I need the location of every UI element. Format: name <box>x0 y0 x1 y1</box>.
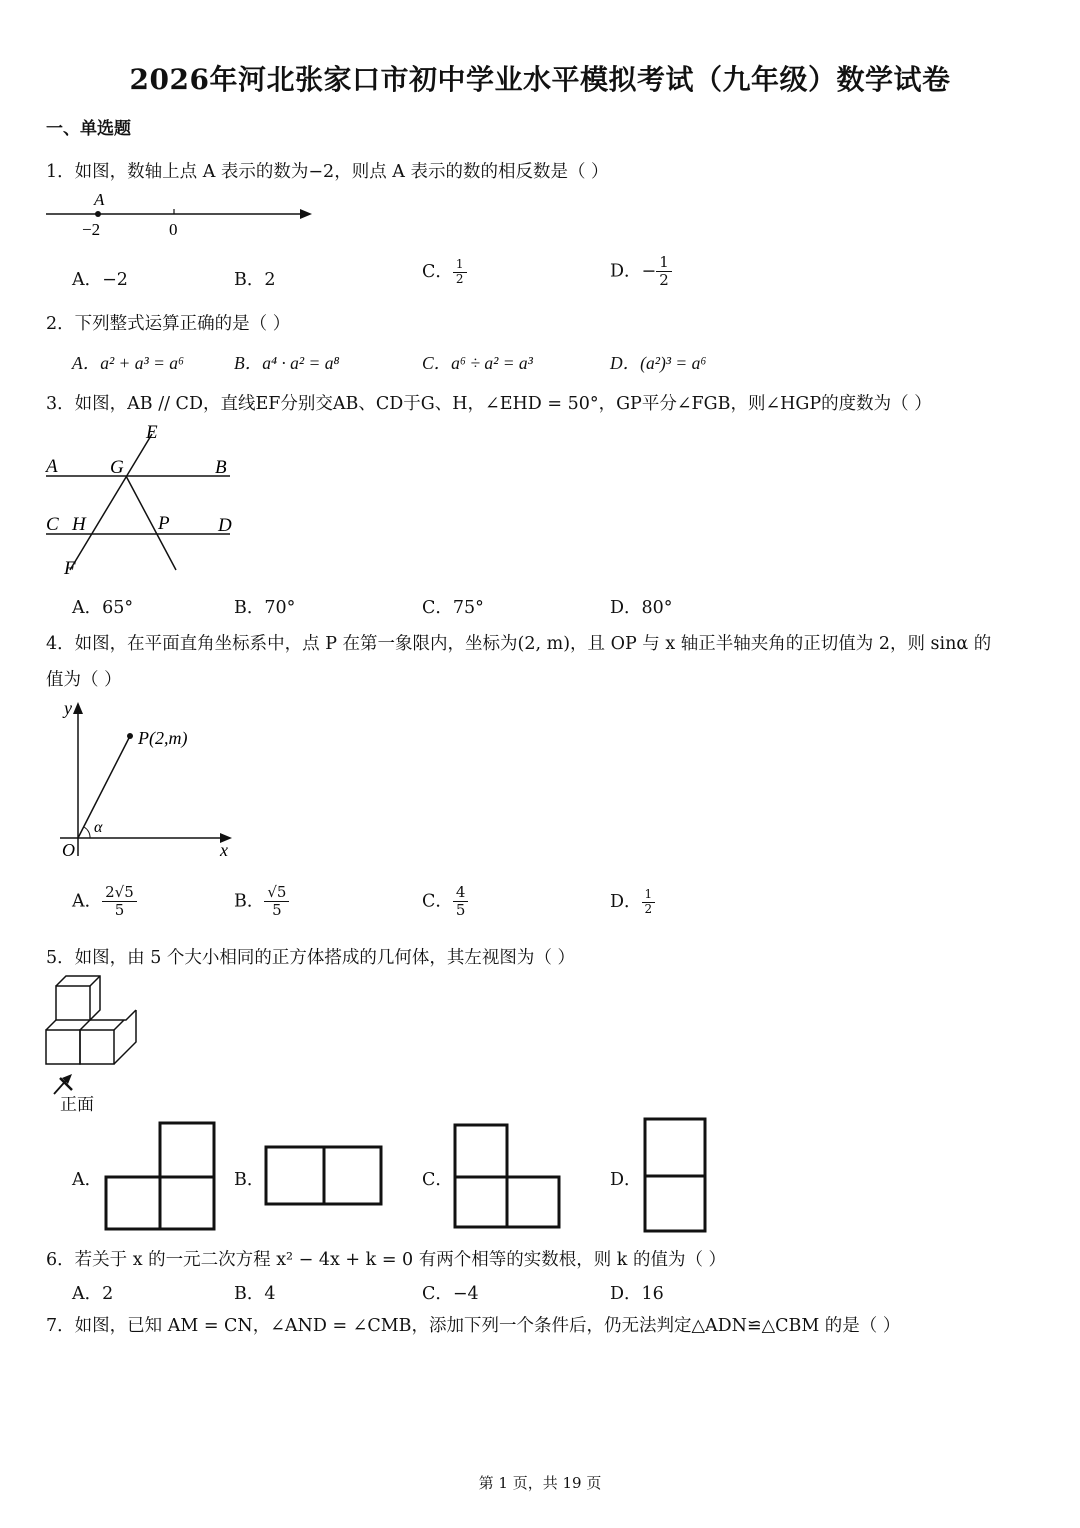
fraction: $\frac{1}{2}$ <box>453 258 467 287</box>
q3-option-b: B．70° <box>234 598 296 618</box>
section-heading: 一、单选题 <box>46 119 131 139</box>
svg-text:x: x <box>220 840 228 860</box>
question-1-stem: 1．如图，数轴上点 A 表示的数为−2，则点 A 表示的数的相反数是（ ） <box>46 162 609 182</box>
point-p-dot <box>127 733 133 739</box>
question-5-stem: 5．如图，由 5 个大小相同的正方体搭成的几何体，其左视图为（ ） <box>46 948 575 968</box>
line-op <box>78 736 130 838</box>
q1-option-d: D．− $\frac{1}{2}$ <box>610 254 672 290</box>
q4-option-c: C． $\frac{4}{5}$ <box>422 884 468 920</box>
page-footer: 第 1 页，共 19 页 <box>478 1474 602 1492</box>
q4-option-a: A． $\frac{2√5}{5}$ <box>72 884 137 920</box>
q5-option-c-label: C． <box>422 1170 453 1190</box>
q3-option-d: D．80° <box>610 598 673 618</box>
q3-option-c: C．75° <box>422 598 484 618</box>
q4-option-b: B． $\frac{√5}{5}$ <box>234 884 289 920</box>
q1-option-c: C． $\frac{1}{2}$ <box>422 258 467 287</box>
q5-option-c-view <box>452 1122 562 1230</box>
q1-option-b: B．2 <box>234 270 276 290</box>
q5-option-b-view <box>264 1144 384 1208</box>
question-3-stem: 3．如图，AB // CD，直线EF分别交AB、CD于G、H，∠EHD = 50°，GP平分∠FGB，则∠HGP的度数为（ ） <box>46 394 932 414</box>
q5-option-d-view <box>642 1116 708 1234</box>
q6-option-d: D．16 <box>610 1284 664 1304</box>
fraction: $\frac{2√5}{5}$ <box>102 884 137 920</box>
question-6-stem: 6．若关于 x 的一元二次方程 x² − 4x + k = 0 有两个相等的实数根，则 k 的值为（ ） <box>46 1250 727 1270</box>
q5-option-d-label: D． <box>610 1170 642 1190</box>
front-label: 正面 <box>60 1095 94 1115</box>
svg-text:P: P <box>158 513 170 534</box>
q6-option-c: C．−4 <box>422 1284 479 1304</box>
svg-text:A: A <box>46 456 58 477</box>
q1-option-a: A．−2 <box>72 270 128 290</box>
question-4-stem-line2: 值为（ ） <box>46 670 122 690</box>
svg-text:G: G <box>110 457 124 478</box>
fraction: $\frac{√5}{5}$ <box>264 884 289 920</box>
q3-option-a: A．65° <box>72 598 134 618</box>
coordinate-figure <box>40 696 250 866</box>
svg-text:C: C <box>46 514 59 535</box>
q4-option-d: D． $\frac{1}{2}$ <box>610 888 655 917</box>
tick-label-0: 0 <box>169 220 178 239</box>
svg-text:O: O <box>62 840 75 860</box>
q5-option-b-label: B． <box>234 1170 265 1190</box>
q6-option-a: A．2 <box>72 1284 114 1304</box>
question-4-stem-line1: 4．如图，在平面直角坐标系中，点 P 在第一象限内，坐标为(2, m)，且 OP 与 x 轴正半轴夹角的正切值为 2，则 sinα 的 <box>46 634 992 654</box>
point-a-label: A <box>94 190 105 209</box>
fraction: $\frac{1}{2}$ <box>642 888 656 917</box>
q5-option-a-label: A． <box>72 1170 103 1190</box>
svg-text:y: y <box>64 698 72 718</box>
parallel-lines-figure <box>40 420 250 584</box>
number-line-figure <box>40 188 330 240</box>
q2-option-a: A．a² + a³ = a⁶ <box>72 353 185 373</box>
fraction: $\frac{1}{2}$ <box>656 254 672 290</box>
svg-text:P(2,m): P(2,m) <box>138 728 188 748</box>
cube-solid-figure <box>40 970 150 1110</box>
svg-text:H: H <box>72 514 86 535</box>
question-7-stem: 7．如图，已知 AM = CN，∠AND = ∠CMB，添加下列一个条件后，仍无法判定△ADN≌△CBM 的是（ ） <box>46 1316 901 1336</box>
q6-option-b: B．4 <box>234 1284 276 1304</box>
tick-label-neg2: −2 <box>82 220 101 239</box>
point-a-dot <box>95 211 101 217</box>
svg-text:E: E <box>146 422 158 443</box>
svg-text:α: α <box>94 819 103 836</box>
q2-option-d: D．(a²)³ = a⁶ <box>610 353 707 373</box>
svg-text:B: B <box>215 457 227 478</box>
svg-text:D: D <box>218 515 232 536</box>
q2-option-b: B．a⁴ · a² = a⁸ <box>234 353 340 373</box>
page-title: 2026年河北张家口市初中学业水平模拟考试（九年级）数学试卷 <box>129 63 951 96</box>
q2-option-c: C．a⁶ ÷ a² = a³ <box>422 353 533 373</box>
question-2-stem: 2．下列整式运算正确的是（ ） <box>46 314 291 334</box>
fraction: $\frac{4}{5}$ <box>453 884 469 920</box>
svg-text:F: F <box>64 558 76 579</box>
q5-option-a-view <box>104 1120 220 1232</box>
